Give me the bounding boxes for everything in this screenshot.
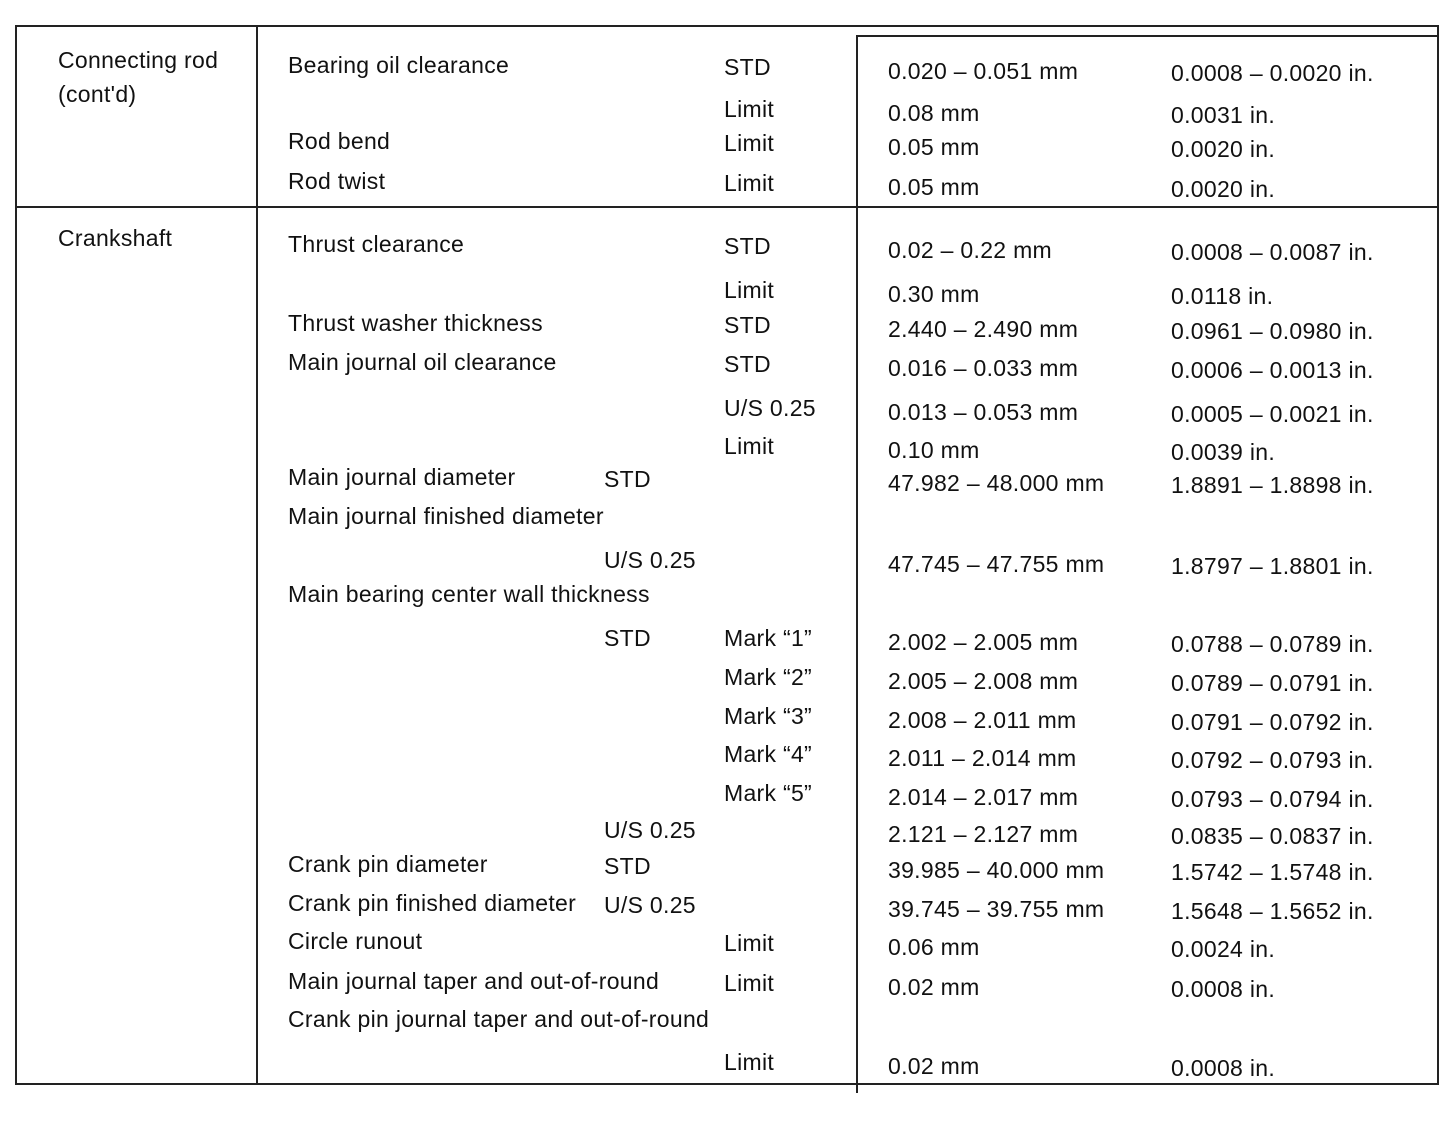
spec-metric-value: 47.982 – 48.000 mm [888, 470, 1105, 496]
spec-qualifier: Limit [724, 130, 775, 156]
spec-imperial-value: 0.0792 – 0.0793 in. [1171, 747, 1374, 773]
spec-metric-value: 39.985 – 40.000 mm [888, 857, 1105, 883]
spec-imperial-value: 0.0020 in. [1171, 176, 1276, 202]
spec-item-label: Crank pin finished diameter [288, 890, 577, 916]
spec-item-label: Rod twist [288, 168, 386, 194]
spec-imperial-value: 0.0793 – 0.0794 in. [1171, 786, 1374, 812]
spec-metric-value: 2.014 – 2.017 mm [888, 784, 1079, 810]
spec-metric-value: 0.08 mm [888, 100, 980, 126]
spec-metric-value: 2.440 – 2.490 mm [888, 316, 1079, 342]
spec-imperial-value: 0.0788 – 0.0789 in. [1171, 631, 1374, 657]
spec-metric-value: 47.745 – 47.755 mm [888, 551, 1105, 577]
spec-metric-value: 0.016 – 0.033 mm [888, 355, 1079, 381]
spec-imperial-value: 0.0024 in. [1171, 936, 1276, 962]
spec-metric-value: 0.06 mm [888, 934, 980, 960]
spec-metric-value: 0.013 – 0.053 mm [888, 399, 1079, 425]
spec-condition: STD [604, 853, 651, 879]
spec-metric-value: 0.10 mm [888, 437, 980, 463]
spec-imperial-value: 0.0008 – 0.0087 in. [1171, 239, 1374, 265]
spec-imperial-value: 1.5742 – 1.5748 in. [1171, 859, 1374, 885]
spec-qualifier: Limit [724, 277, 775, 303]
spec-metric-value: 0.02 – 0.22 mm [888, 237, 1053, 263]
spec-metric-value: 0.02 mm [888, 1053, 980, 1079]
spec-metric-value: 2.002 – 2.005 mm [888, 629, 1079, 655]
spec-metric-value: 0.30 mm [888, 281, 980, 307]
spec-imperial-value: 0.0118 in. [1171, 283, 1274, 309]
spec-imperial-value: 0.0005 – 0.0021 in. [1171, 401, 1374, 427]
spec-qualifier: Limit [724, 1049, 775, 1075]
row-divider-sections [15, 206, 1439, 208]
spec-metric-value: 2.005 – 2.008 mm [888, 668, 1079, 694]
spec-imperial-value: 1.8797 – 1.8801 in. [1171, 553, 1374, 579]
spec-qualifier: Mark “2” [724, 664, 813, 690]
spec-qualifier: Mark “1” [724, 625, 813, 651]
spec-qualifier: Limit [724, 170, 775, 196]
spec-qualifier: Limit [724, 96, 775, 122]
spec-metric-value: 2.121 – 2.127 mm [888, 821, 1079, 847]
spec-condition: U/S 0.25 [604, 892, 696, 918]
spec-item-label: Main journal diameter [288, 464, 516, 490]
spec-qualifier: Mark “3” [724, 703, 813, 729]
spec-metric-value: 2.008 – 2.011 mm [888, 707, 1077, 733]
spec-condition: STD [604, 466, 651, 492]
spec-item-label: Circle runout [288, 928, 423, 954]
spec-metric-value: 39.745 – 39.755 mm [888, 896, 1105, 922]
section-title: Crankshaft [58, 225, 173, 251]
spec-item-label: Main journal taper and out-of-round [288, 968, 660, 994]
spec-qualifier: STD [724, 312, 771, 338]
spec-qualifier: STD [724, 233, 771, 259]
spec-imperial-value: 0.0008 in. [1171, 1055, 1276, 1081]
spec-imperial-value: 0.0031 in. [1171, 102, 1276, 128]
spec-condition: U/S 0.25 [604, 547, 696, 573]
spec-imperial-value: 0.0008 – 0.0020 in. [1171, 60, 1374, 86]
spec-metric-value: 0.020 – 0.051 mm [888, 58, 1079, 84]
spec-qualifier: Limit [724, 970, 775, 996]
spec-item-label: Main journal finished diameter [288, 503, 604, 529]
spec-imperial-value: 0.0791 – 0.0792 in. [1171, 709, 1374, 735]
spec-imperial-value: 0.0039 in. [1171, 439, 1276, 465]
spec-item-label: Thrust washer thickness [288, 310, 543, 336]
spec-metric-value: 0.05 mm [888, 134, 980, 160]
spec-qualifier: STD [724, 351, 771, 377]
spec-item-label: Main bearing center wall thickness [288, 581, 650, 607]
spec-item-label: Crank pin journal taper and out-of-round [288, 1006, 710, 1032]
spec-qualifier: U/S 0.25 [724, 395, 816, 421]
column-divider-section [256, 25, 258, 1085]
spec-metric-value: 0.05 mm [888, 174, 980, 200]
spec-imperial-value: 0.0835 – 0.0837 in. [1171, 823, 1374, 849]
spec-qualifier: Mark “4” [724, 741, 813, 767]
spec-item-label: Main journal oil clearance [288, 349, 557, 375]
spec-item-label: Rod bend [288, 128, 391, 154]
spec-imperial-value: 0.0020 in. [1171, 136, 1276, 162]
section-title: Connecting rod [58, 47, 219, 73]
spec-qualifier: Mark “5” [724, 780, 813, 806]
spec-qualifier: Limit [724, 930, 775, 956]
spec-metric-value: 2.011 – 2.014 mm [888, 745, 1077, 771]
spec-imperial-value: 0.0961 – 0.0980 in. [1171, 318, 1374, 344]
spec-metric-value: 0.02 mm [888, 974, 980, 1000]
spec-imperial-value: 0.0008 in. [1171, 976, 1276, 1002]
spec-qualifier: STD [724, 54, 771, 80]
spec-qualifier: Limit [724, 433, 775, 459]
spec-imperial-value: 1.5648 – 1.5652 in. [1171, 898, 1374, 924]
column-divider-values [856, 35, 858, 1093]
spec-imperial-value: 1.8891 – 1.8898 in. [1171, 472, 1374, 498]
spec-item-label: Bearing oil clearance [288, 52, 510, 78]
spec-condition: U/S 0.25 [604, 817, 696, 843]
section-title: (cont'd) [58, 81, 137, 107]
spec-imperial-value: 0.0006 – 0.0013 in. [1171, 357, 1374, 383]
spec-condition: STD [604, 625, 651, 651]
spec-item-label: Thrust clearance [288, 231, 465, 257]
spec-imperial-value: 0.0789 – 0.0791 in. [1171, 670, 1374, 696]
spec-item-label: Crank pin diameter [288, 851, 488, 877]
section-top-line [856, 35, 1439, 37]
